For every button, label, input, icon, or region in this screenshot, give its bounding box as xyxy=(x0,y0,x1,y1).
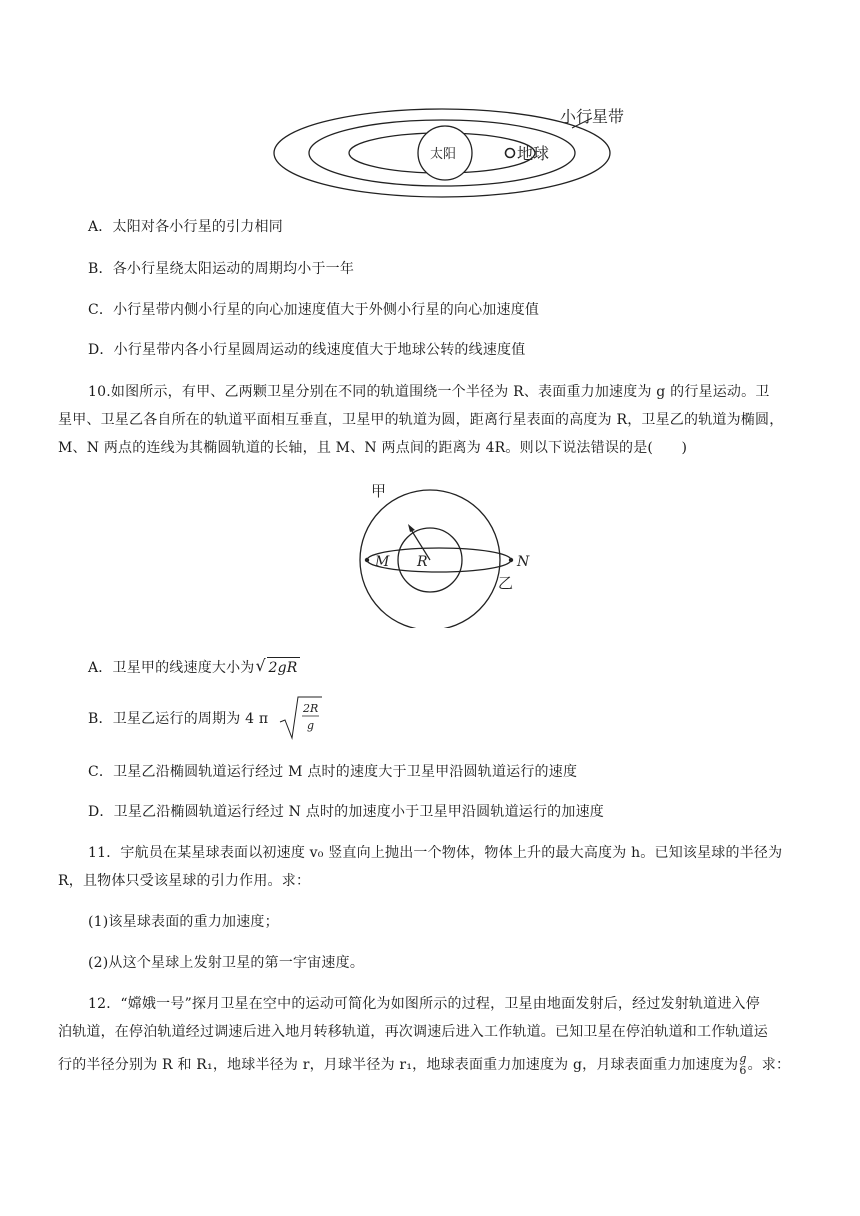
label-jia: 甲 xyxy=(371,482,387,500)
q10-stem-line2: 星甲、卫星乙各自所在的轨道平面相互垂直，卫星甲的轨道为圆，距离行星表面的高度为 R，卫星乙的轨道为椭圆， xyxy=(58,412,784,428)
earth-label: 地球 xyxy=(517,144,550,163)
q10-stem-line3: M、N 两点的连线为其椭圆轨道的长轴，且 M、N 两点间的距离为 4R。则以下说法错误的是( ) xyxy=(58,440,688,456)
label-yi: 乙 xyxy=(498,574,514,592)
q10-option-b xyxy=(88,709,268,729)
q12-line3-suffix: 。求： xyxy=(747,1057,791,1073)
q11-sub2: (2)从这个星球上发射卫星的第一宇宙速度。 xyxy=(88,955,365,971)
fraction-g-over-6: g 6 xyxy=(739,1052,747,1077)
q10-option-b-text: B．卫星乙运行的周期为 4 π xyxy=(88,711,269,727)
q10-option-a-text: A．卫星甲的线速度大小为 xyxy=(88,660,255,676)
radius-arrowhead xyxy=(408,524,415,532)
label-r: R xyxy=(417,554,428,570)
sun-label: 太阳 xyxy=(430,147,457,162)
q11-sub1: (1)该星球表面的重力加速度； xyxy=(88,914,279,930)
q9-option-d: D．小行星带内各小行星圆周运动的线速度值大于地球公转的线速度值 xyxy=(88,342,526,358)
q10-stem-line1: 10.如图所示，有甲、乙两颗卫星分别在不同的轨道围绕一个半径为 R、表面重力加速度为 g 的行星运动。卫 xyxy=(88,384,770,400)
belt-label: 小行星带 xyxy=(560,107,625,126)
q9-option-b: B．各小行星绕太阳运动的周期均小于一年 xyxy=(88,261,355,277)
sqrt-2gR: √ 2gR xyxy=(255,656,298,676)
point-m xyxy=(365,558,369,562)
sqrt-fraction-2R-over-g xyxy=(278,694,324,742)
q10-option-c: C．卫星乙沿椭圆轨道运行经过 M 点时的速度大于卫星甲沿圆轨道运行的速度 xyxy=(88,764,578,780)
q10-option-d: D．卫星乙沿椭圆轨道运行经过 N 点时的加速度小于卫星甲沿圆轨道运行的加速度 xyxy=(88,804,604,820)
q12-line3-text: 行的半径分别为 R 和 R₁，地球半径为 r，月球半径为 r₁，地球表面重力加速度为 g，月球表面重力加速度为 xyxy=(58,1057,739,1073)
label-n: N xyxy=(517,554,530,570)
q9-option-a: A．太阳对各小行星的引力相同 xyxy=(88,219,283,235)
q11-stem-line1: 11．宇航员在某星球表面以初速度 v₀ 竖直向上抛出一个物体，物体上升的最大高度为 h。已知该星球的半径为 xyxy=(88,845,783,861)
q12-stem-line1: 12．“嫦娥一号”探月卫星在空中的运动可简化为如图所示的过程，卫星由地面发射后，经过发射轨道进入停 xyxy=(88,996,760,1012)
q12-stem-line3 xyxy=(58,1053,790,1077)
asteroid-belt-figure xyxy=(270,100,640,210)
frac-den-g: g xyxy=(307,719,315,732)
q9-option-c: C．小行星带内侧小行星的向心加速度值大于外侧小行星的向心加速度值 xyxy=(88,302,540,318)
frac-num-2R: 2R xyxy=(303,702,319,715)
q10-option-a xyxy=(88,657,300,678)
point-n xyxy=(509,558,513,562)
q12-stem-line2: 泊轨道，在停泊轨道经过调速后进入地月转移轨道，再次调速后进入工作轨道。已知卫星在停泊轨道和工作轨道运 xyxy=(58,1024,768,1040)
satellite-orbits-figure xyxy=(355,478,535,628)
earth-dot xyxy=(506,149,515,158)
label-m: M xyxy=(375,554,390,570)
q11-stem-line2: R，且物体只受该星球的引力作用。求： xyxy=(58,873,311,889)
